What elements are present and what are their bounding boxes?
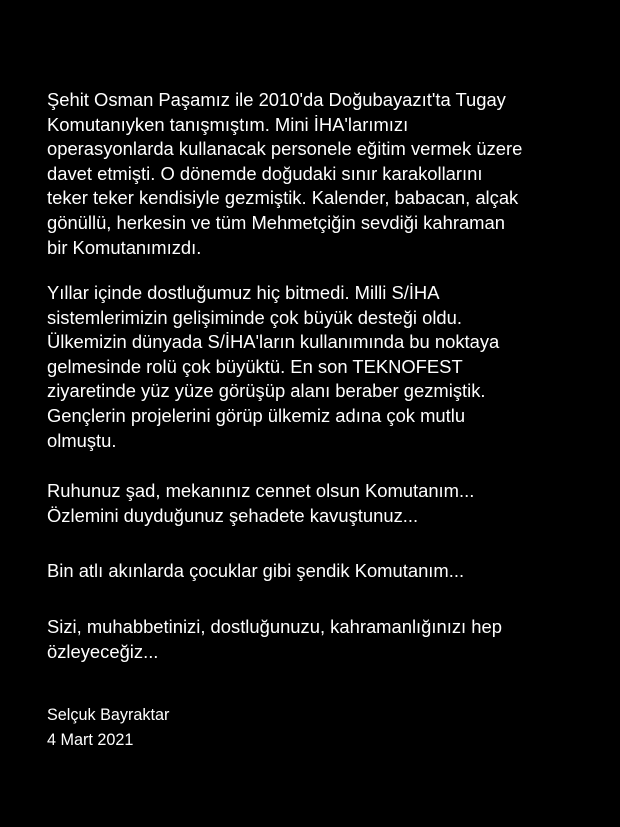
signature — [47, 703, 169, 752]
text-line: operasyonlarda kullanacak personele eğitim vermek üzere — [47, 138, 523, 160]
text-line: sistemlerimizin gelişiminde çok büyük desteği oldu. — [47, 306, 462, 328]
paragraph-4 — [47, 559, 464, 584]
signature-date: 4 Mart 2021 — [47, 730, 134, 749]
text-line: bir Komutanımızdı. — [47, 236, 202, 258]
text-line: olmuştu. — [47, 429, 117, 451]
text-line: Özlemini duyduğunuz şehadete kavuştunuz... — [47, 504, 419, 526]
text-line: Bin atlı akınlarda çocuklar gibi şendik Komutanım... — [47, 560, 465, 581]
text-line: Komutanıyken tanışmıştım. Mini İHA'larımızı — [47, 113, 409, 135]
paragraph-3 — [47, 479, 474, 528]
text-line: Ülkemizin dünyada S/İHA'ların kullanımında bu noktaya — [47, 331, 500, 353]
text-line: Gençlerin projelerini görüp ülkemiz adına çok mutlu — [47, 404, 466, 426]
text-line: Ruhunuz şad, mekanınız cennet olsun Komutanım... — [47, 480, 475, 501]
text-line: Şehit Osman Paşamız ile 2010'da Doğubayazıt'ta Tugay — [47, 89, 506, 110]
text-line: özleyeceğiz... — [47, 640, 159, 662]
signature-name: Selçuk Bayraktar — [47, 706, 170, 724]
text-line: gönüllü, herkesin ve tüm Mehmetçiğin sevdiği kahraman — [47, 211, 505, 233]
paragraph-2 — [47, 281, 499, 453]
text-line: davet etmişti. O dönemde doğudaki sınır karakollarını — [47, 162, 483, 184]
text-line: teker teker kendisiyle gezmiştik. Kalender, babacan, alçak — [47, 187, 519, 209]
text-line: ziyaretinde yüz yüze görüşüp alanı beraber gezmiştik. — [47, 380, 486, 402]
text-line: Yıllar içinde dostluğumuz hiç bitmedi. Milli S/İHA — [47, 282, 440, 303]
text-line: gelmesinde rolü çok büyüktü. En son TEKNOFEST — [47, 355, 463, 377]
text-line: Sizi, muhabbetinizi, dostluğunuzu, kahramanlığınızı hep — [47, 616, 502, 637]
paragraph-5 — [47, 615, 502, 664]
paragraph-1 — [47, 88, 522, 260]
